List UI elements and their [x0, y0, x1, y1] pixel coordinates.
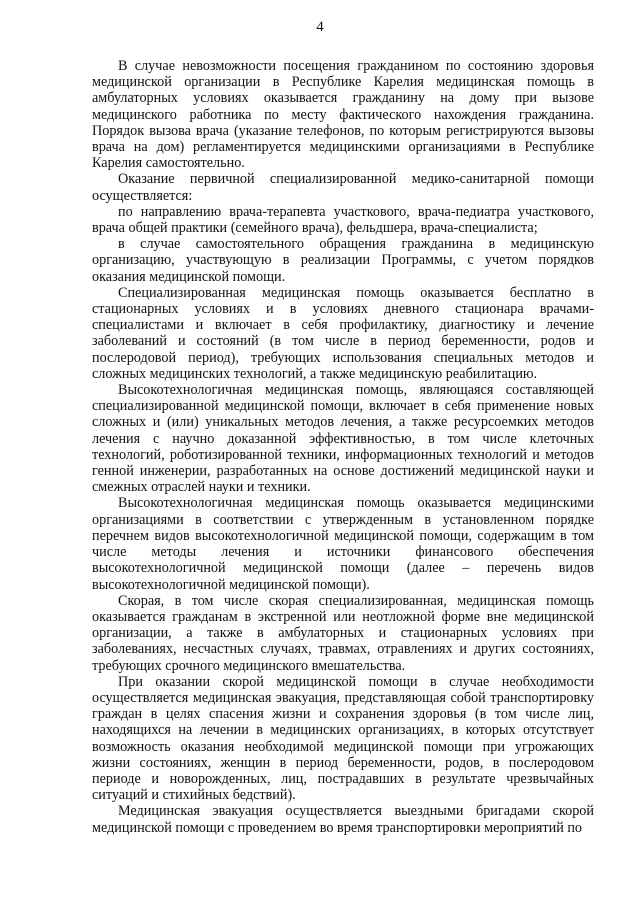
- paragraph-primary-care-intro: Оказание первичной специализированной медико-санитарной помощи осуществляется:: [92, 171, 594, 204]
- page-number: 4: [316, 19, 324, 35]
- paragraph-emergency-care: Скорая, в том числе скорая специализированная, медицинская помощь оказывается гражданам в экстренной или неотложной форме вне медицинской организации, а также в амбулаторных и стационарных условиях при заболеваниях, несчастных случаях, травмах, отравлениях и других состояниях, требующих срочного медицинского вмешательства.: [92, 592, 594, 674]
- paragraph-self-referral: в случае самостоятельного обращения гражданина в медицинскую организацию, участвующую в реализации Программы, с учетом порядков оказания медицинской помощи.: [92, 236, 594, 285]
- paragraph-referral: по направлению врача-терапевта участкового, врача-педиатра участкового, врача общей практики (семейного врача), фельдшера, врача-специалиста;: [92, 203, 594, 237]
- paragraph-specialized-care: Специализированная медицинская помощь оказывается бесплатно в стационарных условиях и в условиях дневного стационара врачами-специалистами и включает в себя профилактику, диагностику и лечение заболеваний и состояний (в том числе в период беременности, родов и послеродовой период), требующих использования специальных методов и сложных медицинских технологий, а также медицинскую реабилитацию.: [92, 284, 594, 382]
- paragraph-high-tech-list: Высокотехнологичная медицинская помощь оказывается медицинскими организациями в соответствии с утвержденным в установленном порядке перечнем видов высокотехнологичной медицинской помощи, содержащим в том числе методы лечения и источники финансового обеспечения высокотехнологичной медицинской помощи (далее – перечень видов высокотехнологичной медицинской помощи).: [92, 495, 594, 593]
- paragraph-high-tech-care: Высокотехнологичная медицинская помощь, являющаяся составляющей специализированной медицинской помощи, включает в себя применение новых сложных и (или) уникальных методов лечения, а также ресурсоемких методов лечения с научно доказанной эффективностью, в том числе клеточных технологий, роботизированной техники, информационных технологий и методов генной инженерии, разработанных на основе достижений медицинской науки и смежных отраслей науки и техники.: [92, 382, 594, 496]
- paragraph-evacuation-teams: Медицинская эвакуация осуществляется выездными бригадами скорой медицинской помощи с проведением во время транспортировки мероприятий по: [92, 803, 594, 836]
- paragraph-medical-evacuation: При оказании скорой медицинской помощи в случае необходимости осуществляется медицинская эвакуация, представляющая собой транспортировку граждан в целях спасения жизни и сохранения здоровья (в том числе лиц, находящихся на лечении в медицинских организациях, в которых отсутствует возможность оказания необходимой медицинской помощи при угрожающих жизни состояниях, женщин в период беременности, родов, в послеродовом периоде и новорожденных, лиц, пострадавших в результате чрезвычайных ситуаций и стихийных бедствий).: [92, 673, 594, 804]
- document-body: [92, 58, 594, 836]
- paragraph-home-visit: В случае невозможности посещения гражданином по состоянию здоровья медицинской организации в Республике Карелия медицинская помощь в амбулаторных условиях оказывается гражданину на дому при вызове медицинского работника по месту фактического нахождения гражданина. Порядок вызова врача (указание телефонов, по которым регистрируются вызовы врача на дом) регламентируется медицинскими организациями в Республике Карелия самостоятельно.: [92, 58, 594, 172]
